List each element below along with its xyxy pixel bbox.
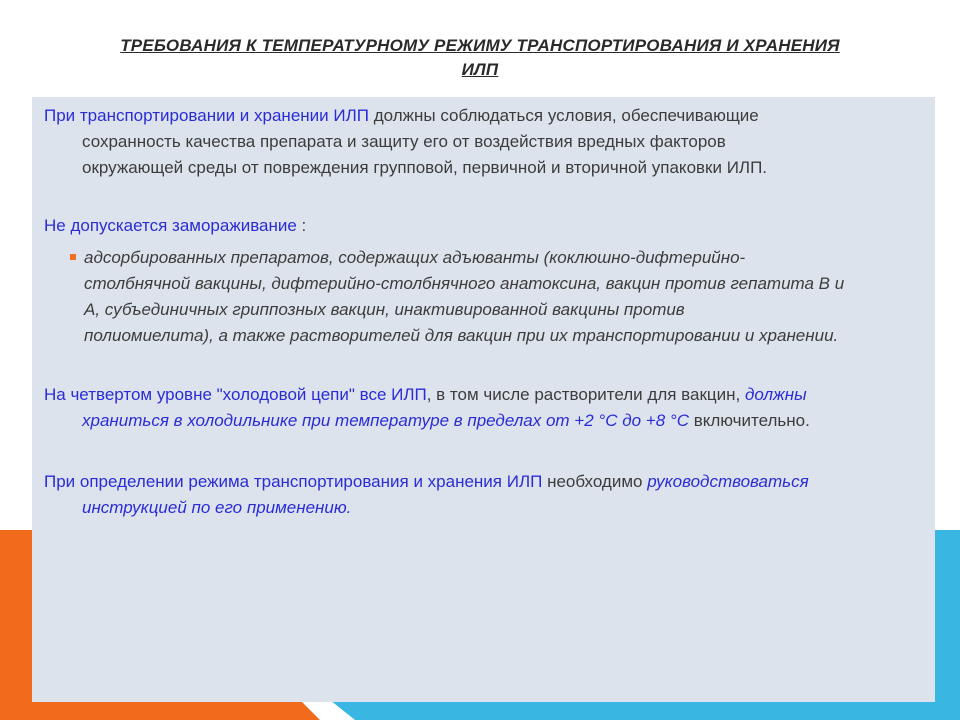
- paragraph-conditions: [44, 103, 924, 181]
- paragraph-no-freezing: [44, 213, 924, 239]
- content-box: [32, 97, 935, 702]
- paragraph-cold-chain-emphasis1: должны: [744, 385, 807, 404]
- slide-title: [40, 34, 920, 82]
- paragraph-conditions-line2: сохранность качества препарата и защиту его от воздействия вредных факторов: [82, 132, 726, 151]
- paragraph-cold-chain-lead: На четвертом уровне "холодовой цепи" все ИЛП: [44, 385, 427, 404]
- paragraph-cold-chain-tail: включительно.: [688, 411, 810, 430]
- slide-title-line2: ИЛП: [461, 60, 499, 79]
- list-item-line2: столбнячной вакцины, дифтерийно-столбнячного анатоксина, вакцин против гепатита В и: [84, 274, 845, 293]
- slide-title-line1: ТРЕБОВАНИЯ К ТЕМПЕРАТУРНОМУ РЕЖИМУ ТРАНСПОРТИРОВАНИЯ И ХРАНЕНИЯ: [120, 36, 840, 55]
- paragraph-conditions-line3: окружающей среды от повреждения групповой, первичной и вторичной упаковки ИЛП.: [82, 158, 768, 177]
- paragraph-instructions: [44, 469, 924, 521]
- paragraph-cold-chain-mid: , в том числе растворители для вакцин,: [426, 385, 745, 404]
- paragraph-conditions-rest: должны соблюдаться условия, обеспечивающие: [368, 106, 759, 125]
- paragraph-conditions-lead: При транспортировании и хранении ИЛП: [44, 106, 369, 125]
- bullet-marker: [70, 254, 76, 260]
- list-item-line1: адсорбированных препаратов, содержащих адъюванты (коклюшно-дифтерийно-: [84, 248, 746, 267]
- list-item: [84, 245, 922, 349]
- paragraph-no-freezing-lead: Не допускается замораживание: [44, 216, 297, 235]
- paragraph-instructions-lead: При определении режима транспортирования и хранения ИЛП: [44, 472, 543, 491]
- paragraph-instructions-mid: необходимо: [542, 472, 648, 491]
- paragraph-instructions-emphasis1: руководствоваться: [647, 472, 809, 491]
- paragraph-cold-chain: [44, 382, 924, 434]
- paragraph-no-freezing-rest: :: [296, 216, 307, 235]
- paragraph-instructions-emphasis2: инструкцией по его применению.: [82, 498, 352, 517]
- list-item-line4: полиомиелита), а также растворителей для вакцин при их транспортировании и хранении.: [84, 326, 839, 345]
- list-item-line3: А, субъединичных гриппозных вакцин, инактивированной вакцины против: [84, 300, 685, 319]
- paragraph-cold-chain-emphasis2: храниться в холодильнике при температуре в пределах от +2 °С до +8 °С: [82, 411, 689, 430]
